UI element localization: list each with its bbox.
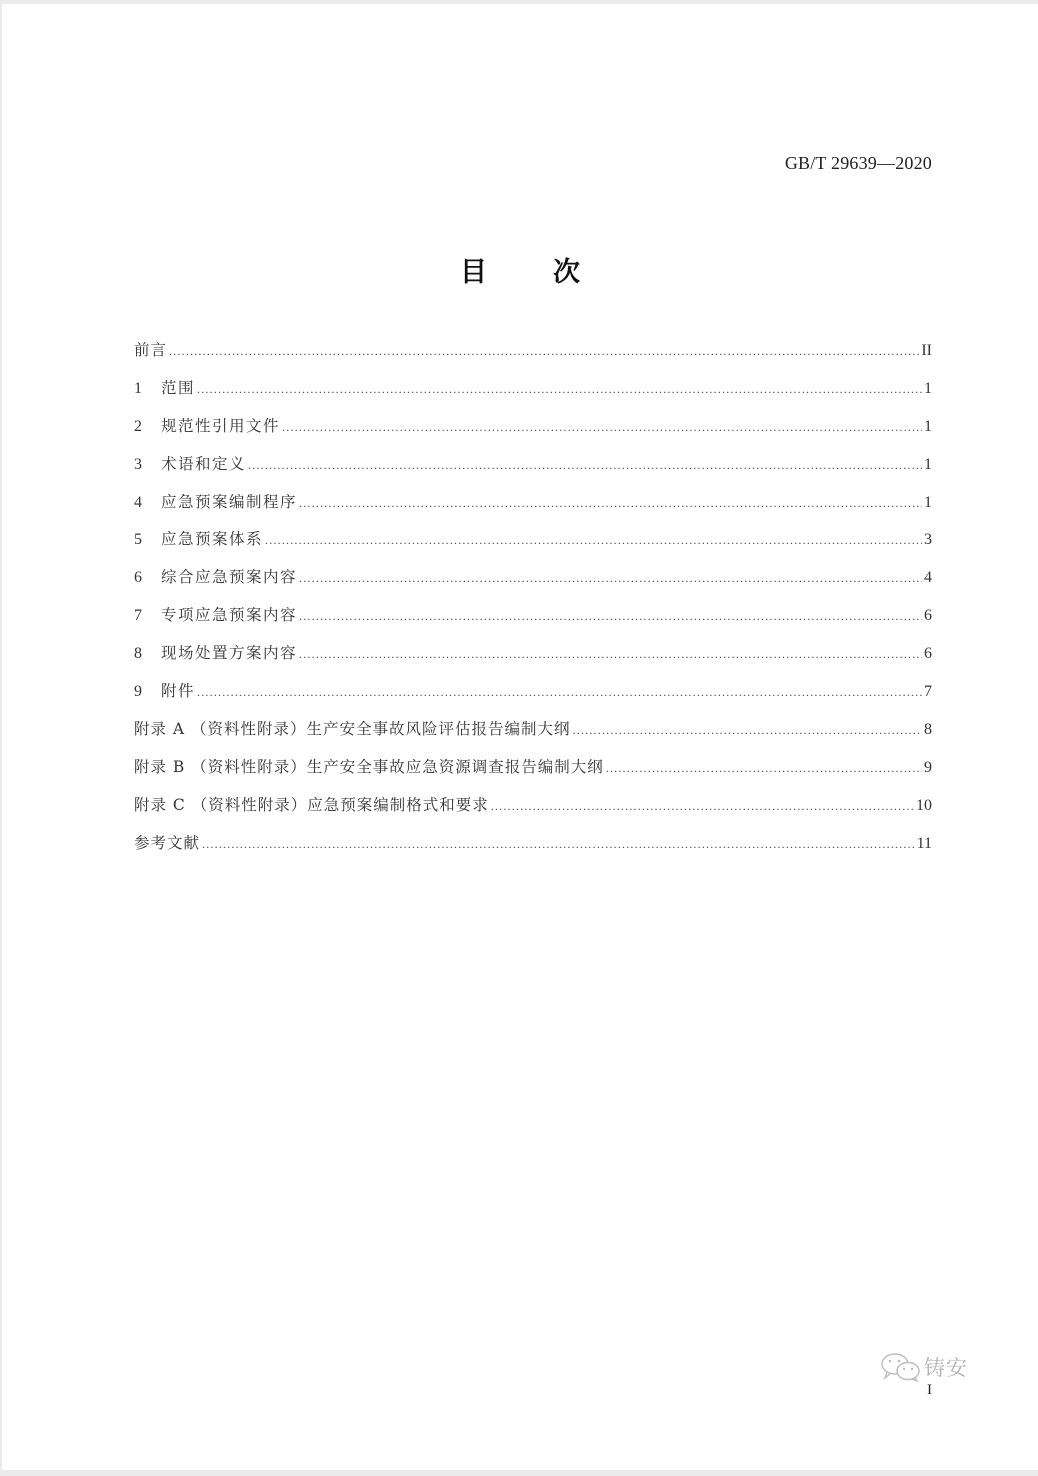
toc-entry-7[interactable] — [134, 603, 932, 641]
toc-entry-appendix-a[interactable] — [134, 717, 932, 755]
document-page — [2, 4, 1038, 1470]
toc-leader-dots — [197, 382, 922, 397]
watermark — [880, 1352, 968, 1382]
toc-entry-label: 规范性引用文件 — [161, 416, 281, 435]
toc-entry-page: 11 — [916, 834, 932, 852]
toc-entry-number: 8 — [134, 645, 142, 663]
toc-entry-appendix-b[interactable] — [134, 755, 932, 793]
toc-entry-label: 术语和定义 — [161, 454, 247, 473]
toc-leader-dots — [169, 344, 919, 359]
toc-leader-dots — [265, 533, 922, 548]
toc-entry-number: 6 — [134, 569, 142, 587]
toc-leader-dots — [202, 837, 915, 852]
toc-leader-dots — [197, 685, 922, 700]
toc-leader-dots — [299, 571, 922, 586]
toc-entry-number: 4 — [134, 493, 142, 511]
toc-leader-dots — [299, 496, 922, 511]
toc-entry-4[interactable] — [134, 490, 932, 528]
title-char-1: 目 — [460, 257, 487, 288]
toc-entry-number: 1 — [134, 379, 142, 397]
page-title — [2, 250, 1038, 289]
toc-entry-label: 应急预案编制程序 — [161, 492, 298, 511]
wechat-icon — [880, 1352, 922, 1382]
toc-entry-appendix-c[interactable] — [134, 793, 932, 831]
toc-entry-page: 1 — [924, 379, 932, 397]
toc-entry-label: 范围 — [161, 378, 196, 397]
toc-entry-label: 现场处置方案内容 — [161, 644, 298, 663]
toc-entry-2[interactable] — [134, 414, 932, 452]
toc-leader-dots — [573, 723, 922, 738]
toc-entry-label: 应急预案体系 — [161, 530, 264, 549]
watermark-text: 铸安 — [924, 1356, 968, 1380]
toc-entry-number: 2 — [134, 417, 142, 435]
toc-entry-6[interactable] — [134, 565, 932, 603]
toc-entry-page: 6 — [924, 607, 932, 625]
toc-entry-page: II — [921, 342, 932, 359]
toc-leader-dots — [299, 609, 922, 624]
toc-entry-page: 9 — [924, 758, 932, 776]
toc-entry-8[interactable] — [134, 641, 932, 679]
toc-leader-dots — [248, 458, 922, 473]
toc-entry-page: 4 — [924, 569, 932, 587]
toc-entry-9[interactable] — [134, 679, 932, 717]
toc-entry-label: 综合应急预案内容 — [161, 568, 298, 587]
toc-entry-page: 7 — [924, 683, 932, 701]
toc-entry-page: 3 — [924, 531, 932, 549]
toc-entry-foreword[interactable] — [134, 338, 932, 376]
toc-leader-dots — [606, 761, 922, 776]
toc-entry-references[interactable] — [134, 831, 932, 869]
standard-code: GB/T 29639—2020 — [784, 153, 932, 173]
toc-entry-number: 5 — [134, 531, 142, 549]
toc-entry-3[interactable] — [134, 452, 932, 490]
toc-entry-1[interactable] — [134, 376, 932, 414]
toc-entry-number: 3 — [134, 455, 142, 473]
title-char-2: 次 — [553, 257, 580, 288]
toc-entry-page: 8 — [924, 720, 932, 738]
toc-entry-label: 附件 — [161, 682, 196, 701]
toc-entry-page: 10 — [916, 796, 932, 814]
toc-entry-label: 附录 B （资料性附录）生产安全事故应急资源调查报告编制大纲 — [134, 757, 604, 776]
page-number: I — [927, 1382, 932, 1398]
toc-entry-page: 6 — [924, 645, 932, 663]
table-of-contents — [134, 338, 932, 868]
toc-entry-label: 附录 A （资料性附录）生产安全事故风险评估报告编制大纲 — [134, 719, 571, 738]
toc-entry-label: 前言 — [134, 341, 168, 359]
toc-entry-label: 附录 C （资料性附录）应急预案编制格式和要求 — [134, 795, 489, 814]
toc-entry-label: 专项应急预案内容 — [161, 606, 298, 625]
toc-entry-page: 1 — [924, 417, 932, 435]
toc-entry-number: 7 — [134, 607, 142, 625]
toc-entry-page: 1 — [924, 455, 932, 473]
toc-leader-dots — [282, 420, 922, 435]
toc-entry-page: 1 — [924, 493, 932, 511]
toc-entry-label: 参考文献 — [134, 833, 201, 852]
toc-entry-number: 9 — [134, 683, 142, 701]
toc-leader-dots — [299, 647, 922, 662]
toc-entry-5[interactable] — [134, 527, 932, 565]
toc-leader-dots — [491, 799, 914, 814]
